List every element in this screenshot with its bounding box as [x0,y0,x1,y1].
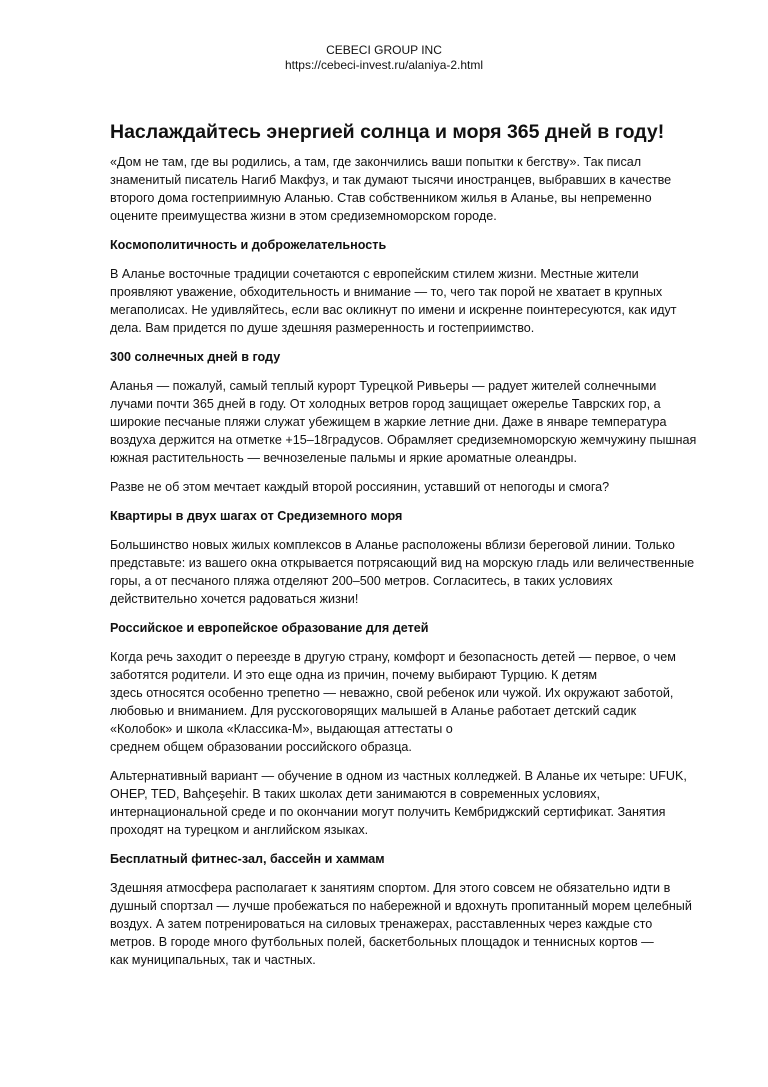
text-line: OHEP, TED, Bahçeşehir. В таких школах дети занимаются в современных условиях, [110,787,600,801]
text-line: оцените преимущества жизни в этом средиземноморском городе. [110,209,497,223]
paragraph [110,536,718,608]
text-line: горы, а от песчаного пляжа отделяют 200–500 метров. Согласитесь, в таких условиях [110,574,613,588]
text-line: Квартиры в двух шагах от Средиземного моря [110,509,403,523]
text-line: широкие песчаные пляжи служат убежищем в жаркие летние дни. Даже в январе температура [110,415,667,429]
paragraph [110,377,718,467]
text-line: Альтернативный вариант — обучение в одном из частных колледжей. В Аланье их четыре: UFUK, [110,769,687,783]
text-line: действительно хочется радоваться жизни! [110,592,359,606]
text-line: Бесплатный фитнес-зал, бассейн и хаммам [110,852,385,866]
text-line: Космополитичность и доброжелательность [110,238,387,252]
section-heading [110,850,718,868]
paragraph [110,879,718,969]
text-line: мегаполисах. Не удивляйтесь, если вас окликнут по имени и искренне поинтересуются, как идут [110,303,677,317]
text-line: В Аланье восточные традиции сочетаются с европейским стилем жизни. Местные жители [110,267,639,281]
text-line: Большинство новых жилых комплексов в Аланье расположены вблизи береговой линии. Только [110,538,675,552]
text-line: лучами почти 365 дней в году. От холодных ветров город защищает ожерелье Таврских гор, а [110,397,661,411]
paragraph [110,478,718,496]
text-line: воздуха держится на отметке +15–18градусов. Обрамляет средиземноморскую жемчужину пышная [110,433,697,447]
text-line: второго дома гостеприимную Аланью. Став собственником жилья в Аланье, вы непременно [110,191,652,205]
text-line: Здешняя атмосфера располагает к занятиям спортом. Для этого совсем не обязательно идти в [110,881,671,895]
source-url: https://cebeci-invest.ru/alaniya-2.html [284,58,484,72]
text-line: воздух. А затем потренироваться на силовых тренажерах, расставленных через каждые сто [110,917,653,931]
page-header [0,43,768,73]
text-line: Аланья — пожалуй, самый теплый курорт Турецкой Ривьеры — радует жителей солнечными [110,379,657,393]
text-line: заботятся родители. И это еще одна из причин, почему выбирают Турцию. К детям [110,668,598,682]
text-line: дела. Вам придется по душе здешняя размеренность и гостеприимство. [110,321,535,335]
text-line: Когда речь заходит о переезде в другую страну, комфорт и безопасность детей — первое, о чем [110,650,676,664]
text-line: метров. В городе много футбольных полей, баскетбольных площадок и теннисных кортов — [110,935,654,949]
text-line: душный спортзал — лучше пробежаться по набережной и вдохнуть пропитанный морем целебный [110,899,692,913]
text-line: проявляют уважение, обходительность и внимание — то, чего так порой не хватает в крупных [110,285,663,299]
section-heading [110,348,718,366]
company-name: CEBECI GROUP INC [326,43,442,57]
text-line: «Дом не там, где вы родились, а там, где закончились ваши попытки к бегству». Так писал [110,155,642,169]
section-heading [110,507,718,525]
text-line: среднем общем образовании российского образца. [110,740,412,754]
text-line: 300 солнечных дней в году [110,350,281,364]
paragraph [110,648,718,756]
text-line: «Колобок» и школа «Классика-М», выдающая аттестаты о [110,722,453,736]
text-line: интернациональной среде и по окончании могут получить Кембриджский сертификат. Занятия [110,805,666,819]
paragraph [110,153,718,225]
text-line: южная растительность — вечнозеленые пальмы и яркие ароматные олеандры. [110,451,577,465]
text-line: Разве не об этом мечтает каждый второй россиянин, уставший от непогоды и смога? [110,480,610,494]
text-line: как муниципальных, так и частных. [110,953,316,967]
text-line: представьте: из вашего окна открывается потрясающий вид на морскую гладь или величественные [110,556,695,570]
text-line: здесь относятся особенно трепетно — неважно, свой ребенок или чужой. Их окружают заботой, [110,686,674,700]
article-body [110,120,718,980]
text-line: Российское и европейское образование для детей [110,621,429,635]
text-line: проходят на турецком и английском языках. [110,823,369,837]
text-line: знаменитый писатель Нагиб Макфуз, и так думают тысячи иностранцев, выбравших в качестве [110,173,672,187]
section-heading [110,236,718,254]
paragraph [110,767,718,839]
text-line: любовью и вниманием. Для русскоговорящих малышей в Аланье работает детский садик [110,704,637,718]
paragraph [110,265,718,337]
section-heading [110,619,718,637]
page-title: Наслаждайтесь энергией солнца и моря 365 дней в году! [110,121,665,143]
